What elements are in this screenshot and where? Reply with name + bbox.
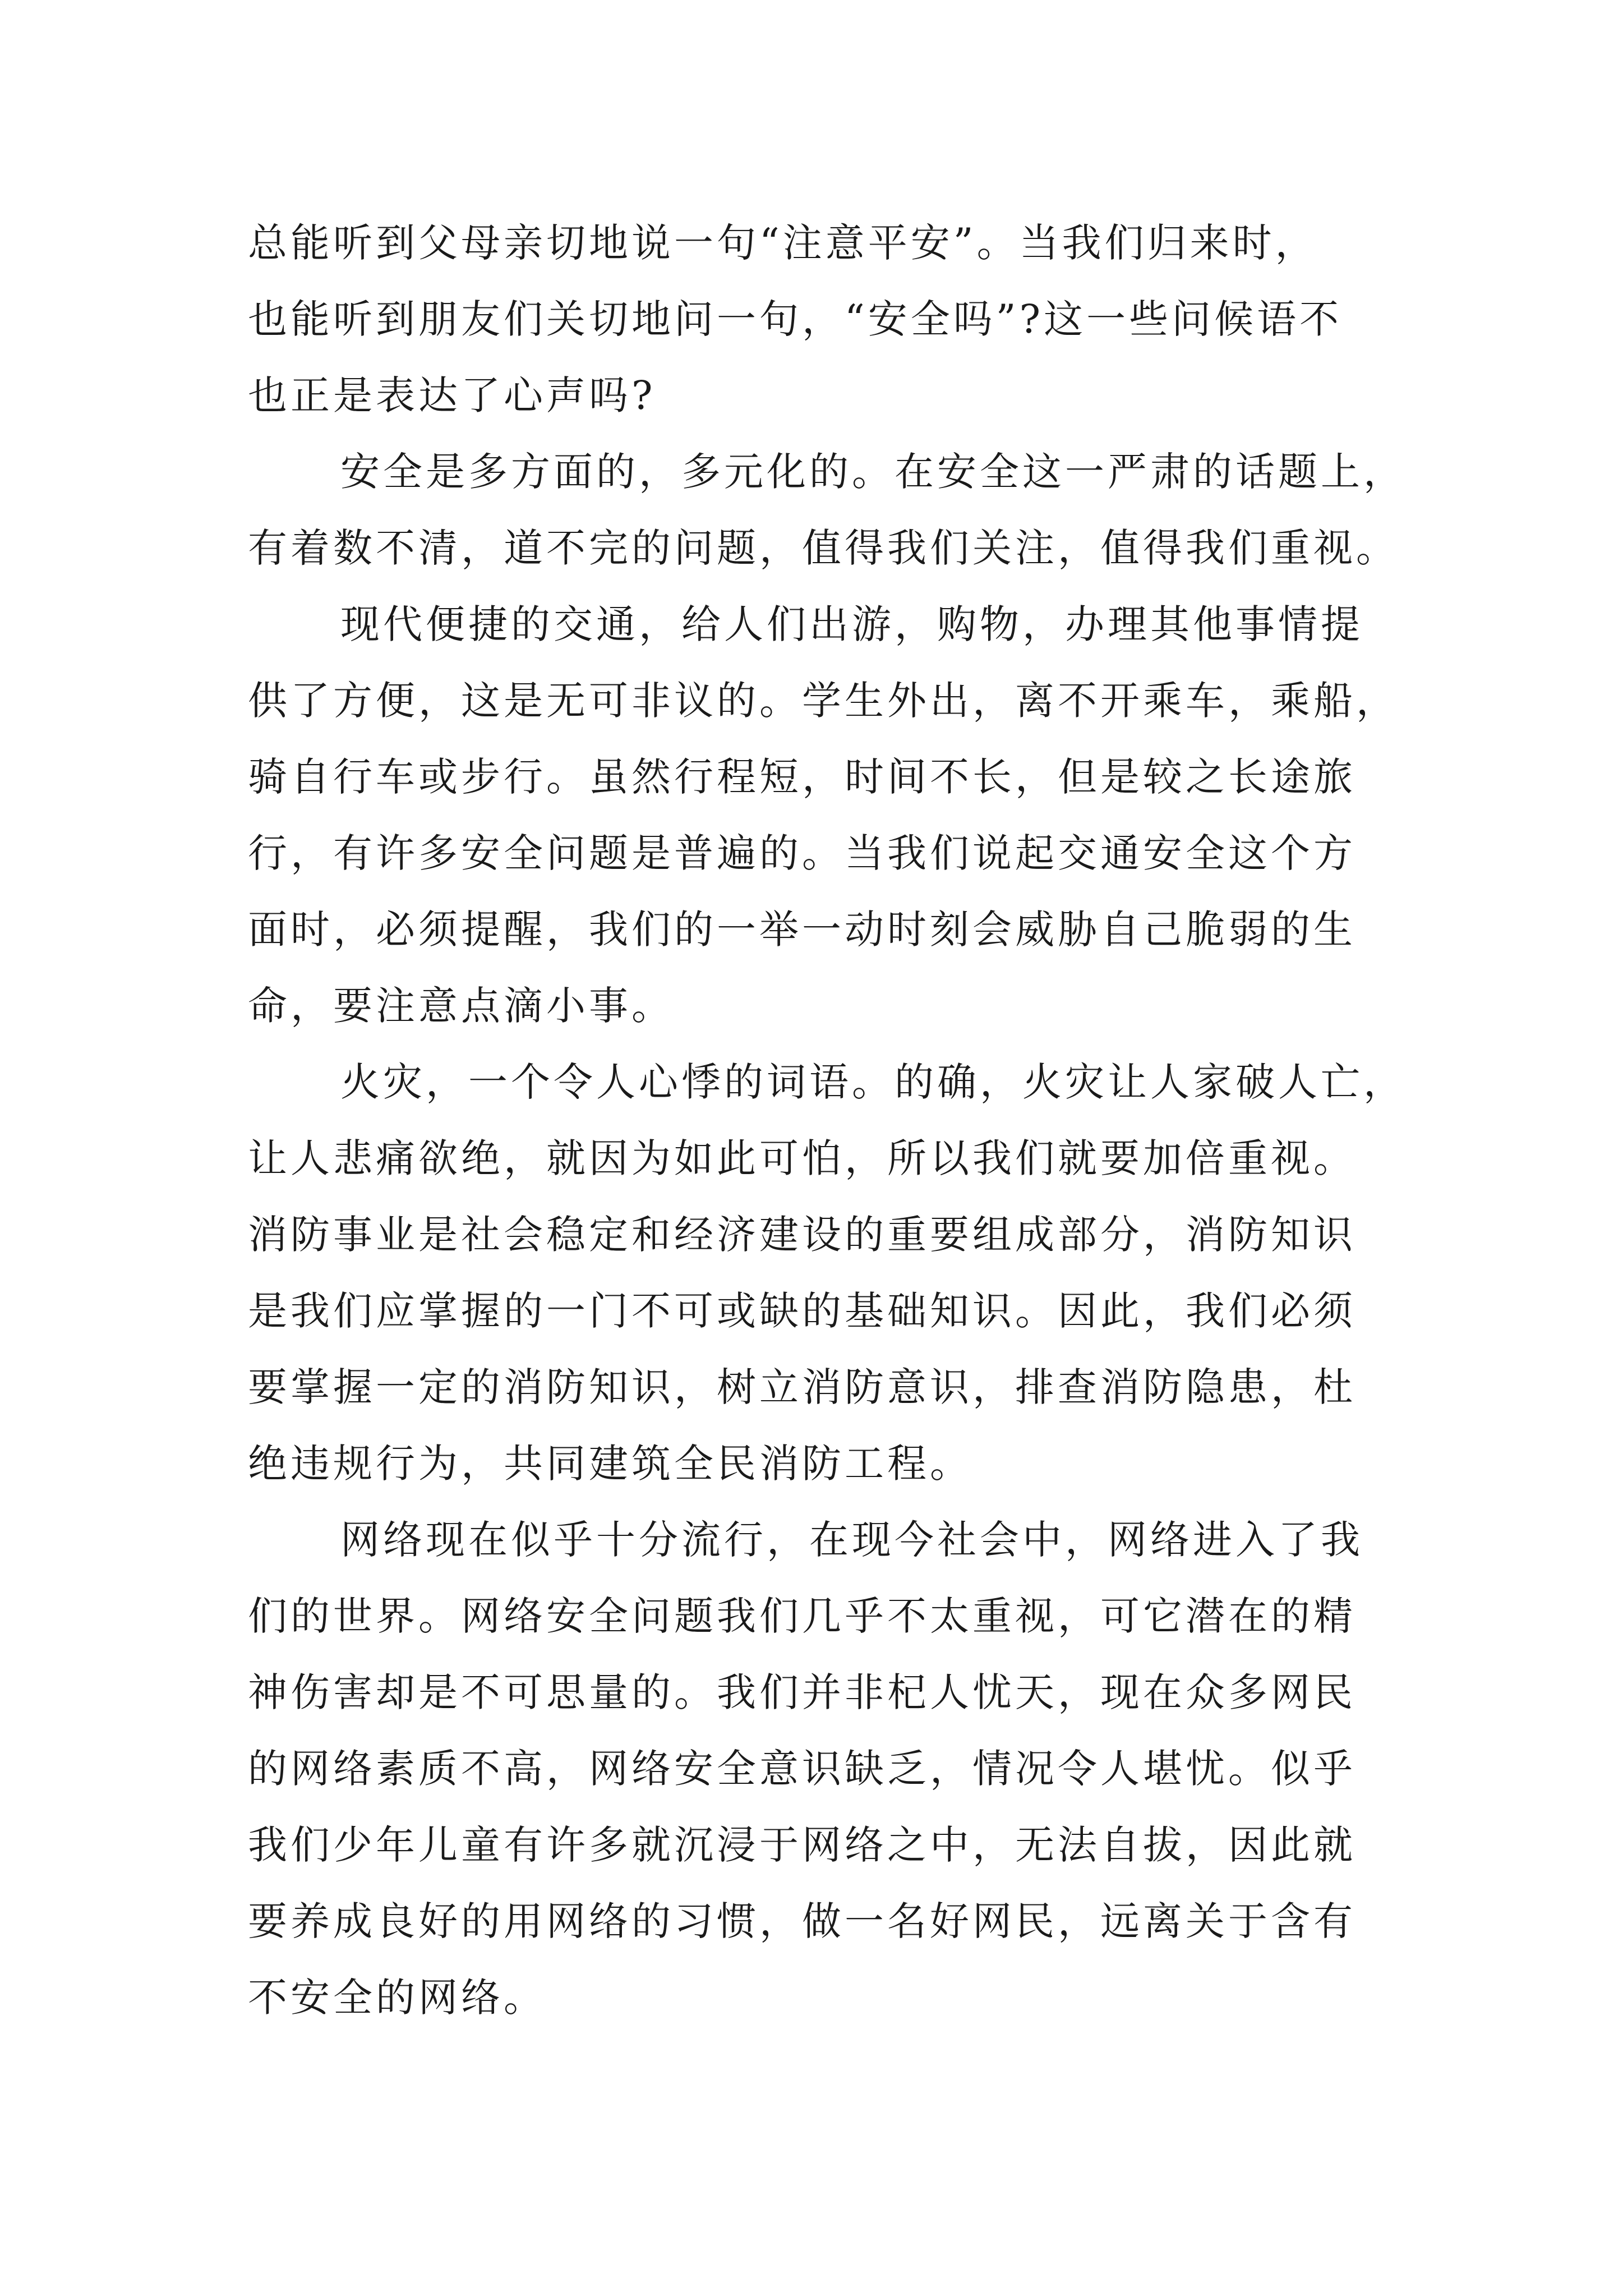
text-line: 要掌握一定的消防知识，树立消防意识，排查消防隐患，杜 (248, 1364, 1356, 1410)
paragraph-2 (248, 434, 1406, 586)
text-line: 消防事业是社会稳定和经济建设的重要组成部分，消防知识 (248, 1212, 1356, 1258)
text-line: 命，要注意点滴小事。 (248, 983, 674, 1029)
text-line: 行，有许多安全问题是普遍的。当我们说起交通安全这个方 (248, 830, 1356, 876)
text-line: 我们少年儿童有许多就沉浸于网络之中，无法自拔，因此就 (248, 1822, 1356, 1868)
text-line: 供了方便，这是无可非议的。学生外出，离不开乘车，乘船， (248, 678, 1399, 724)
text-line: 安全是多方面的，多元化的。在安全这一严肃的话题上， (340, 449, 1406, 495)
paragraph-5 (248, 1502, 1392, 2036)
text-line: 的网络素质不高，网络安全意识缺乏，情况令人堪忧。似乎 (248, 1746, 1356, 1792)
text-line: 骑自行车或步行。虽然行程短，时间不长，但是较之长途旅 (248, 754, 1356, 800)
text-line: 绝违规行为，共同建筑全民消防工程。 (248, 1441, 972, 1487)
paragraph-1 (248, 205, 1392, 434)
paragraph-3 (248, 586, 1399, 1044)
text-line: 也正是表达了心声吗? (248, 372, 656, 418)
paragraph-4 (248, 1044, 1406, 1502)
text-line: 总能听到父母亲切地说一句“注意平安”。当我们归来时， (248, 220, 1318, 266)
text-line: 们的世界。网络安全问题我们几乎不太重视，可它潜在的精 (248, 1593, 1356, 1639)
text-line: 也能听到朋友们关切地问一句，“安全吗”?这一些问候语不 (248, 296, 1343, 342)
document-body (248, 205, 1406, 2036)
text-line: 网络现在似乎十分流行，在现今社会中，网络进入了我 (340, 1517, 1363, 1563)
text-line: 不安全的网络。 (248, 1975, 546, 2021)
text-line: 是我们应掌握的一门不可或缺的基础知识。因此，我们必须 (248, 1288, 1356, 1334)
text-line: 面时，必须提醒，我们的一举一动时刻会威胁自己脆弱的生 (248, 907, 1356, 953)
text-line: 神伤害却是不可思量的。我们并非杞人忧天，现在众多网民 (248, 1669, 1356, 1715)
text-line: 有着数不清，道不完的问题，值得我们关注，值得我们重视。 (248, 525, 1399, 571)
text-line: 现代便捷的交通，给人们出游，购物，办理其他事情提 (340, 601, 1363, 647)
text-line: 让人悲痛欲绝，就因为如此可怕，所以我们就要加倍重视。 (248, 1135, 1356, 1181)
text-line: 火灾，一个令人心悸的词语。的确，火灾让人家破人亡， (340, 1059, 1406, 1105)
text-line: 要养成良好的用网络的习惯，做一名好网民，远离关于含有 (248, 1898, 1356, 1944)
